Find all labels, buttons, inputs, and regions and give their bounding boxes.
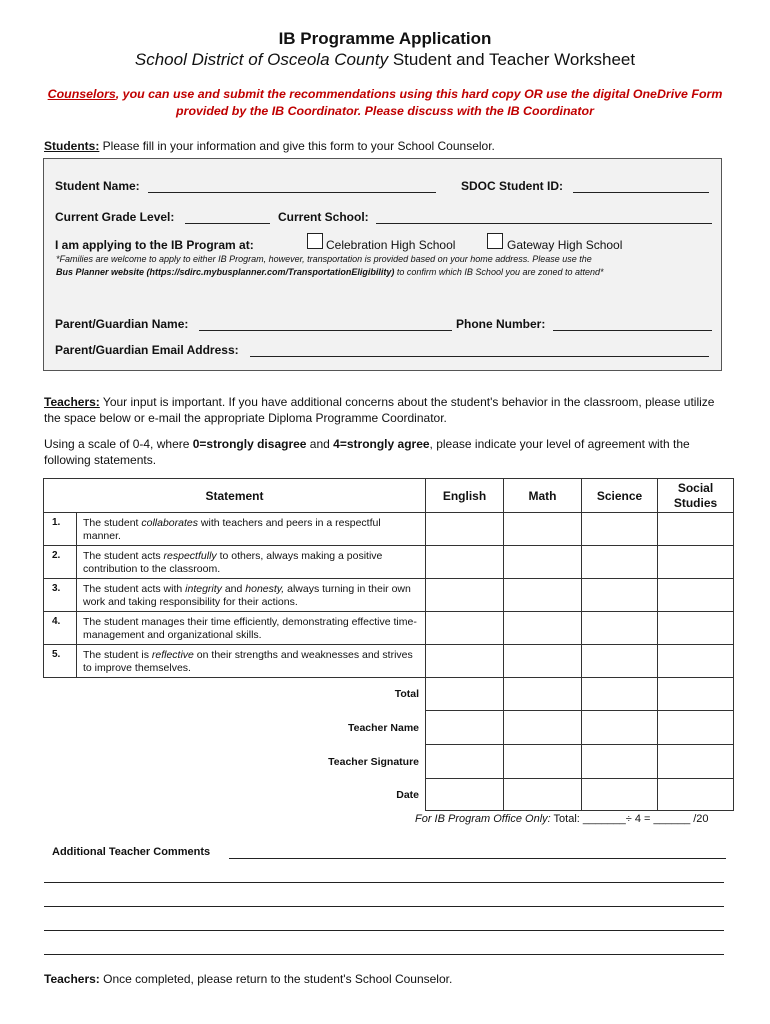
science-score-cell[interactable] <box>582 513 658 546</box>
table-row <box>44 645 734 678</box>
math-total-cell[interactable] <box>504 678 582 711</box>
math-score-cell[interactable] <box>504 546 582 579</box>
social-studies-total-cell[interactable] <box>658 678 734 711</box>
science-score-cell[interactable] <box>582 612 658 645</box>
parent-name-label: Parent/Guardian Name: <box>55 317 189 331</box>
science-score-cell[interactable] <box>582 546 658 579</box>
sdoc-id-label: SDOC Student ID: <box>461 179 563 193</box>
total-label: Total <box>394 688 419 701</box>
social-studies-teacher-name-cell[interactable] <box>658 711 734 745</box>
science-teacher-name-cell[interactable] <box>582 711 658 745</box>
closing-text: Once completed, please return to the student's School Counselor. <box>99 972 453 986</box>
social-studies-score-cell[interactable] <box>658 579 734 612</box>
stmt-emphasis: collaborates <box>141 517 198 529</box>
comments-line-2[interactable] <box>44 882 724 883</box>
celebration-label: Celebration High School <box>326 238 456 252</box>
stmt-text: The student acts <box>83 550 164 562</box>
scale-instruction <box>44 436 734 468</box>
teachers-label: Teachers: <box>44 395 100 409</box>
english-date-cell[interactable] <box>426 779 504 811</box>
students-label: Students: <box>44 139 100 153</box>
english-teacher-name-cell[interactable] <box>426 711 504 745</box>
header-english: English <box>426 479 504 513</box>
stmt-text: and <box>221 583 246 595</box>
parent-email-label: Parent/Guardian Email Address: <box>55 343 239 357</box>
teacher-signature-label: Teacher Signature <box>328 755 419 768</box>
english-total-cell[interactable] <box>426 678 504 711</box>
district-name: School District of Osceola County <box>134 50 389 69</box>
comments-line-1[interactable] <box>229 858 726 859</box>
header-social-studies: Social Studies <box>658 479 734 513</box>
statement-cell: The student manages their time efficiently, demonstrating effective time-management and organizational skills. <box>77 612 426 645</box>
total-row <box>44 678 734 711</box>
stmt-emphasis: honesty, <box>245 583 285 595</box>
office-use-line <box>415 813 709 825</box>
science-total-cell[interactable] <box>582 678 658 711</box>
english-score-cell[interactable] <box>426 645 504 678</box>
date-label: Date <box>396 788 419 801</box>
subtitle-rest: Student and Teacher Worksheet <box>388 50 636 69</box>
stmt-text: with teachers and peers in a respectful manner. <box>83 517 381 542</box>
comments-line-5[interactable] <box>44 954 724 955</box>
scale-text-1: Using a scale of 0-4, where <box>44 437 193 451</box>
math-score-cell[interactable] <box>504 579 582 612</box>
statement-cell <box>77 546 426 579</box>
social-studies-signature-cell[interactable] <box>658 745 734 779</box>
math-signature-cell[interactable] <box>504 745 582 779</box>
table-row <box>44 612 734 645</box>
stmt-text: The student <box>83 517 142 529</box>
math-score-cell[interactable] <box>504 645 582 678</box>
row-number: 1. <box>44 513 77 546</box>
header-math: Math <box>504 479 582 513</box>
english-score-cell[interactable] <box>426 546 504 579</box>
social-studies-date-cell[interactable] <box>658 779 734 811</box>
gateway-label: Gateway High School <box>507 238 623 252</box>
header-statement: Statement <box>44 479 426 513</box>
english-score-cell[interactable] <box>426 513 504 546</box>
social-studies-score-cell[interactable] <box>658 513 734 546</box>
grade-level-label: Current Grade Level: <box>55 210 175 224</box>
stmt-text: The student is <box>83 649 152 661</box>
row-number: 2. <box>44 546 77 579</box>
row-number: 4. <box>44 612 77 645</box>
scale-disagree: 0=strongly disagree <box>192 437 307 451</box>
social-studies-score-cell[interactable] <box>658 612 734 645</box>
gateway-checkbox[interactable] <box>487 233 503 249</box>
english-score-cell[interactable] <box>426 612 504 645</box>
science-score-cell[interactable] <box>582 579 658 612</box>
comments-line-3[interactable] <box>44 906 724 907</box>
scale-text-3: , please indicate your level of agreement with the following statements. <box>44 437 690 467</box>
page-subtitle <box>0 50 770 70</box>
date-row <box>44 779 734 811</box>
note-line-1: *Families are welcome to apply to either IB Program, however, transportation is provided based on your home address. Please use the <box>56 254 592 264</box>
bus-planner-link[interactable]: Bus Planner website (https://sdirc.mybusplanner.com/TransportationEligibility) <box>56 266 395 277</box>
student-name-field[interactable] <box>148 180 436 193</box>
social-studies-score-cell[interactable] <box>658 645 734 678</box>
table-row <box>44 546 734 579</box>
teacher-signature-row <box>44 745 734 779</box>
math-score-cell[interactable] <box>504 513 582 546</box>
statement-cell <box>77 579 426 612</box>
teachers-intro-text: Your input is important. If you have additional concerns about the student's behavior in the classroom, please utilize the space below or e-mail the appropriate Diploma Programme Coordinator. <box>44 395 715 425</box>
transportation-note <box>56 253 706 278</box>
scale-agree: 4=strongly agree <box>333 437 430 451</box>
science-score-cell[interactable] <box>582 645 658 678</box>
stmt-emphasis: integrity <box>185 583 222 595</box>
office-use-label: For IB Program Office Only: <box>415 813 551 825</box>
sdoc-id-field[interactable] <box>573 180 709 193</box>
science-date-cell[interactable] <box>582 779 658 811</box>
science-signature-cell[interactable] <box>582 745 658 779</box>
page-title: IB Programme Application <box>278 29 492 48</box>
stmt-text: always turning in their own work and taking responsibility for their actions. <box>83 583 411 608</box>
stmt-text: The student acts with <box>83 583 186 595</box>
note-line-2-rest: to confirm which IB School you are zoned to attend* <box>394 266 604 277</box>
table-row <box>44 579 734 612</box>
row-number: 3. <box>44 579 77 612</box>
counselor-lead: Counselors <box>47 87 116 101</box>
teacher-name-row <box>44 711 734 745</box>
phone-label: Phone Number: <box>456 317 546 331</box>
parent-email-field[interactable] <box>250 344 709 357</box>
stmt-emphasis: reflective <box>151 649 194 661</box>
applying-label: I am applying to the IB Program at: <box>55 238 254 252</box>
student-name-label: Student Name: <box>55 179 140 193</box>
office-total-formula: Total: _______÷ 4 = ______ /20 <box>550 813 709 825</box>
table-header-row <box>44 479 734 513</box>
stmt-emphasis: respectfully <box>163 550 217 562</box>
teachers-intro <box>44 394 734 426</box>
math-date-cell[interactable] <box>504 779 582 811</box>
closing-instruction <box>44 972 452 986</box>
comments-line-4[interactable] <box>44 930 724 931</box>
header-science: Science <box>582 479 658 513</box>
phone-field[interactable] <box>553 318 712 331</box>
additional-comments-label: Additional Teacher Comments <box>52 846 211 858</box>
teacher-name-label: Teacher Name <box>347 721 419 734</box>
statement-cell <box>77 513 426 546</box>
parent-name-field[interactable] <box>199 318 452 331</box>
math-score-cell[interactable] <box>504 612 582 645</box>
students-instruction-text: Please fill in your information and give this form to your School Counselor. <box>99 139 495 153</box>
students-instruction <box>44 139 495 153</box>
social-studies-score-cell[interactable] <box>658 546 734 579</box>
celebration-checkbox[interactable] <box>307 233 323 249</box>
rating-table <box>43 478 734 811</box>
table-row <box>44 513 734 546</box>
english-score-cell[interactable] <box>426 579 504 612</box>
current-school-field[interactable] <box>376 211 712 224</box>
scale-text-2: and <box>306 437 334 451</box>
math-teacher-name-cell[interactable] <box>504 711 582 745</box>
closing-label: Teachers: <box>44 972 100 986</box>
counselor-text: , you can use and submit the recommendations using this hard copy OR use the digital OneDrive Form provided by the IB Coordinator. Please discuss with the IB Coordinator <box>115 87 723 118</box>
row-number: 5. <box>44 645 77 678</box>
stmt-text: to others, always making a positive contribution to the classroom. <box>83 550 383 575</box>
current-school-label: Current School: <box>278 210 369 224</box>
grade-level-field[interactable] <box>185 211 270 224</box>
english-signature-cell[interactable] <box>426 745 504 779</box>
stmt-text: on their strengths and weaknesses and strives to improve themselves. <box>83 649 413 674</box>
counselor-note <box>40 86 730 120</box>
statement-cell <box>77 645 426 678</box>
